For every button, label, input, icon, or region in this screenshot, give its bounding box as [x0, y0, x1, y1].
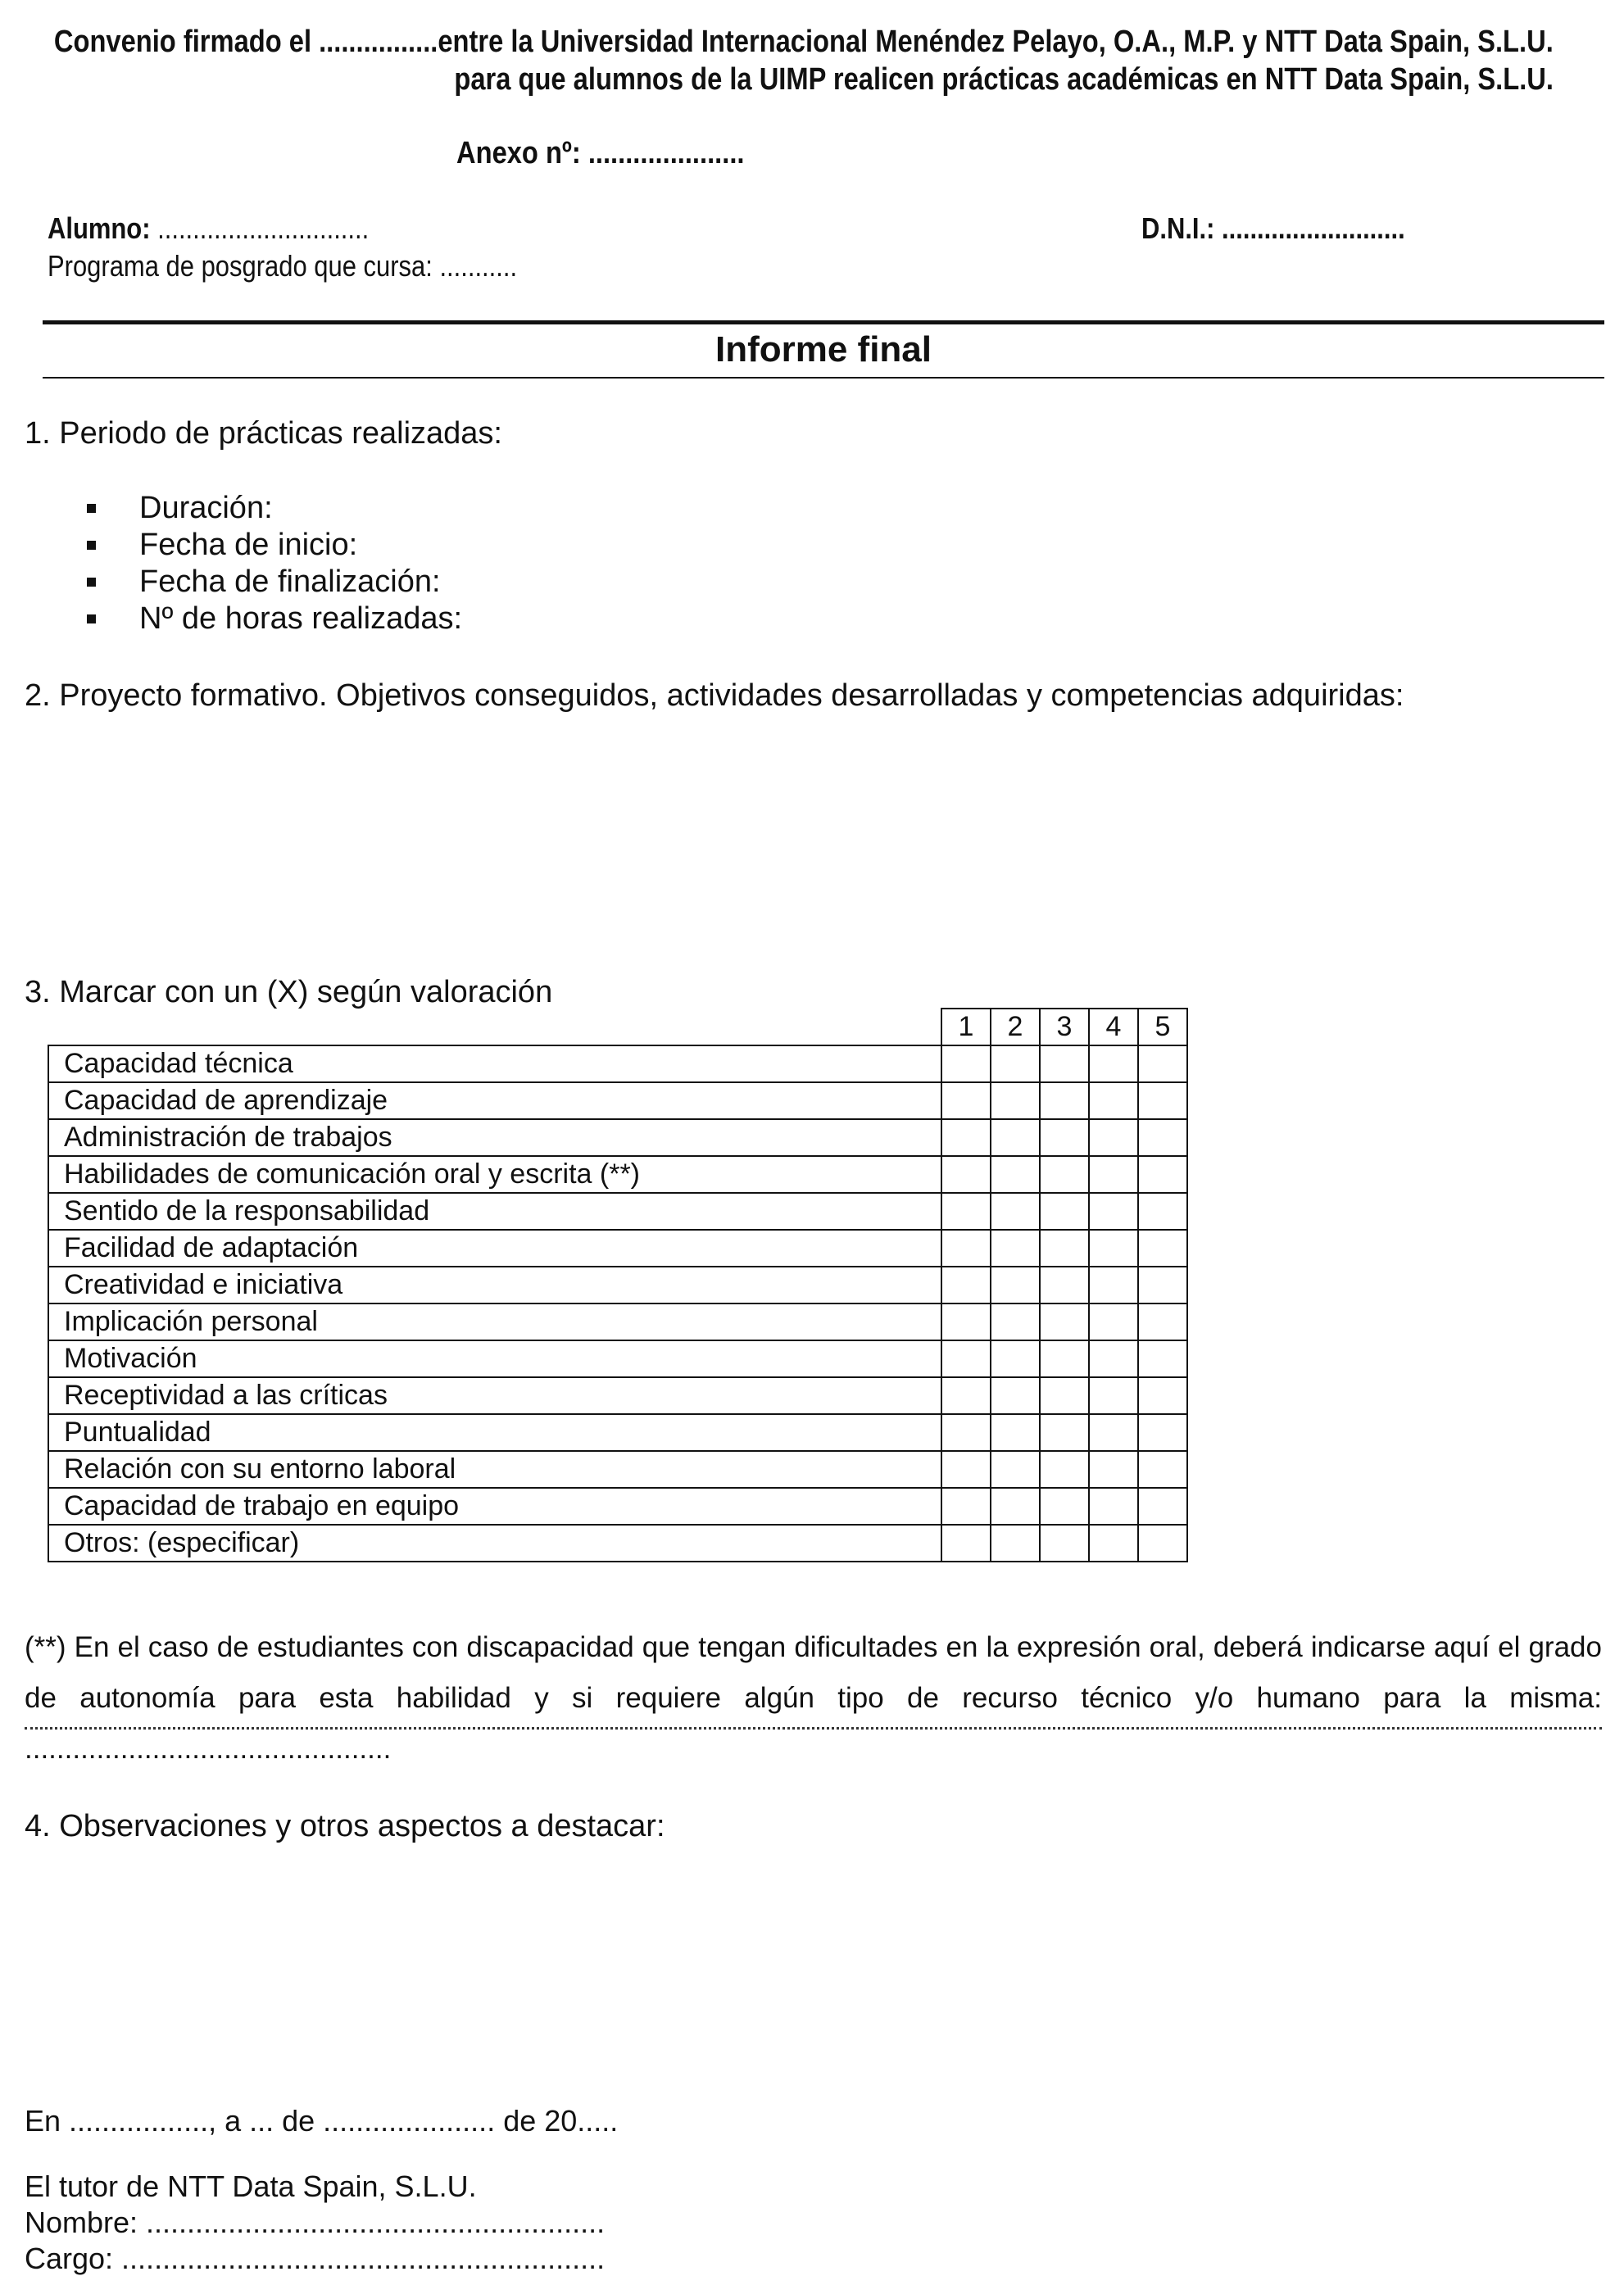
rating-checkbox-3[interactable] [1040, 1451, 1089, 1488]
rating-checkbox-5[interactable] [1138, 1230, 1187, 1267]
rating-checkbox-1[interactable] [941, 1045, 991, 1082]
rating-checkbox-5[interactable] [1138, 1082, 1187, 1119]
rating-checkbox-5[interactable] [1138, 1303, 1187, 1340]
criterion-label: Creatividad e iniciativa [48, 1267, 941, 1303]
tutor-position-field[interactable]: Cargo: ........................................................... [25, 2242, 606, 2275]
rating-checkbox-1[interactable] [941, 1488, 991, 1525]
table-row [48, 1303, 1187, 1340]
rating-checkbox-5[interactable] [1138, 1414, 1187, 1451]
rating-checkbox-1[interactable] [941, 1451, 991, 1488]
rating-checkbox-4[interactable] [1089, 1193, 1138, 1230]
section-2-heading: 2. Proyecto formativo. Objetivos conseguidos, actividades desarrolladas y competencias adquiridas: [25, 678, 1404, 713]
list-item: Nº de horas realizadas: [82, 601, 462, 637]
criterion-label: Capacidad de aprendizaje [48, 1082, 941, 1119]
rating-checkbox-2[interactable] [991, 1303, 1040, 1340]
rating-checkbox-1[interactable] [941, 1414, 991, 1451]
criterion-label: Habilidades de comunicación oral y escrita (**) [48, 1156, 941, 1193]
student-name-row [48, 211, 369, 246]
rating-checkbox-3[interactable] [1040, 1193, 1089, 1230]
internship-period-list [82, 490, 462, 637]
table-row [48, 1414, 1187, 1451]
tutor-label: El tutor de NTT Data Spain, S.L.U. [25, 2169, 477, 2203]
rating-checkbox-1[interactable] [941, 1525, 991, 1562]
rating-checkbox-5[interactable] [1138, 1451, 1187, 1488]
rating-checkbox-2[interactable] [991, 1340, 1040, 1377]
table-row [48, 1377, 1187, 1414]
table-row [48, 1082, 1187, 1119]
criterion-label: Implicación personal [48, 1303, 941, 1340]
rating-checkbox-2[interactable] [991, 1267, 1040, 1303]
rating-checkbox-2[interactable] [991, 1377, 1040, 1414]
rating-checkbox-3[interactable] [1040, 1082, 1089, 1119]
rating-checkbox-4[interactable] [1089, 1303, 1138, 1340]
dni-field[interactable]: D.N.I.: .......................... [1141, 211, 1405, 245]
rating-checkbox-2[interactable] [991, 1045, 1040, 1082]
rating-checkbox-5[interactable] [1138, 1340, 1187, 1377]
disability-note: (**) En el caso de estudiantes con discapacidad que tengan dificultades en la expresión oral, deberá indicarse aquí el grado de autonomía para esta habilidad y si requiere algún tipo de recurso técnico y/o humano para la misma: .............................................. [25, 1631, 1602, 1765]
rating-checkbox-4[interactable] [1089, 1451, 1138, 1488]
annex-number: Anexo nº: ..................... [456, 136, 745, 170]
rating-checkbox-2[interactable] [991, 1414, 1040, 1451]
rating-checkbox-5[interactable] [1138, 1193, 1187, 1230]
criterion-label: Facilidad de adaptación [48, 1230, 941, 1267]
rating-body [48, 1045, 1187, 1562]
rating-checkbox-4[interactable] [1089, 1267, 1138, 1303]
scale-2: 2 [991, 1009, 1040, 1045]
rating-checkbox-3[interactable] [1040, 1525, 1089, 1562]
table-row [48, 1193, 1187, 1230]
rating-checkbox-2[interactable] [991, 1230, 1040, 1267]
blank-header-cell [48, 1009, 941, 1045]
rating-checkbox-5[interactable] [1138, 1267, 1187, 1303]
rating-checkbox-5[interactable] [1138, 1377, 1187, 1414]
rating-checkbox-2[interactable] [991, 1193, 1040, 1230]
scale-3: 3 [1040, 1009, 1089, 1045]
list-item: Fecha de finalización: [82, 564, 462, 601]
agreement-header-line-2: para que alumnos de la UIMP realicen prácticas académicas en NTT Data Spain, S.L.U. [454, 62, 1554, 97]
rating-checkbox-3[interactable] [1040, 1267, 1089, 1303]
table-row [48, 1525, 1187, 1562]
criterion-label: Motivación [48, 1340, 941, 1377]
rating-table [48, 1008, 1188, 1562]
table-row [48, 1156, 1187, 1193]
table-row [48, 1267, 1187, 1303]
rating-checkbox-4[interactable] [1089, 1082, 1138, 1119]
rating-checkbox-1[interactable] [941, 1193, 991, 1230]
rating-checkbox-1[interactable] [941, 1230, 991, 1267]
rating-checkbox-3[interactable] [1040, 1340, 1089, 1377]
rating-checkbox-2[interactable] [991, 1525, 1040, 1562]
section-1-heading: 1. Periodo de prácticas realizadas: [25, 416, 502, 451]
student-name-field[interactable]: .............................. [157, 211, 370, 245]
rating-checkbox-5[interactable] [1138, 1156, 1187, 1193]
rating-checkbox-4[interactable] [1089, 1119, 1138, 1156]
rating-checkbox-5[interactable] [1138, 1488, 1187, 1525]
rating-checkbox-1[interactable] [941, 1156, 991, 1193]
criterion-label: Otros: (especificar) [48, 1525, 941, 1562]
rating-checkbox-3[interactable] [1040, 1488, 1089, 1525]
rating-checkbox-2[interactable] [991, 1156, 1040, 1193]
rating-checkbox-3[interactable] [1040, 1303, 1089, 1340]
rating-checkbox-3[interactable] [1040, 1156, 1089, 1193]
criterion-label: Administración de trabajos [48, 1119, 941, 1156]
list-item: Fecha de inicio: [82, 527, 462, 564]
table-row [48, 1230, 1187, 1267]
scale-5: 5 [1138, 1009, 1187, 1045]
criterion-label: Sentido de la responsabilidad [48, 1193, 941, 1230]
rating-checkbox-4[interactable] [1089, 1156, 1138, 1193]
rating-checkbox-5[interactable] [1138, 1525, 1187, 1562]
note-continuation-line[interactable] [25, 1727, 1602, 1730]
tutor-name-field[interactable]: Nombre: ........................................................ [25, 2206, 606, 2239]
rating-checkbox-4[interactable] [1089, 1414, 1138, 1451]
criterion-label: Receptividad a las críticas [48, 1377, 941, 1414]
rating-checkbox-3[interactable] [1040, 1119, 1089, 1156]
rating-checkbox-2[interactable] [991, 1119, 1040, 1156]
section-3-heading: 3. Marcar con un (X) según valoración [25, 975, 553, 1009]
criterion-label: Capacidad técnica [48, 1045, 941, 1082]
table-row [48, 1340, 1187, 1377]
criterion-label: Relación con su entorno laboral [48, 1451, 941, 1488]
rating-checkbox-1[interactable] [941, 1340, 991, 1377]
rating-checkbox-3[interactable] [1040, 1377, 1089, 1414]
table-row [48, 1451, 1187, 1488]
rating-checkbox-4[interactable] [1089, 1230, 1138, 1267]
rating-checkbox-1[interactable] [941, 1267, 991, 1303]
rating-checkbox-1[interactable] [941, 1082, 991, 1119]
rating-checkbox-3[interactable] [1040, 1414, 1089, 1451]
rating-checkbox-5[interactable] [1138, 1045, 1187, 1082]
postgraduate-program-field[interactable]: Programa de posgrado que cursa: ........... [48, 249, 518, 283]
rating-checkbox-5[interactable] [1138, 1119, 1187, 1156]
rating-checkbox-2[interactable] [991, 1451, 1040, 1488]
rating-scale-row [48, 1009, 1187, 1045]
rating-checkbox-4[interactable] [1089, 1377, 1138, 1414]
table-row [48, 1045, 1187, 1082]
rating-checkbox-1[interactable] [941, 1303, 991, 1340]
rating-checkbox-2[interactable] [991, 1082, 1040, 1119]
title-rule-bottom [43, 377, 1604, 379]
rating-checkbox-3[interactable] [1040, 1045, 1089, 1082]
rating-checkbox-1[interactable] [941, 1377, 991, 1414]
section-4-heading: 4. Observaciones y otros aspectos a destacar: [25, 1809, 665, 1843]
student-label: Alumno: [48, 211, 151, 245]
rating-checkbox-4[interactable] [1089, 1488, 1138, 1525]
page-title: Informe final [714, 329, 932, 370]
criterion-label: Puntualidad [48, 1414, 941, 1451]
list-item: Duración: [82, 490, 462, 527]
agreement-header-line-1: Convenio firmado el ................entre la Universidad Internacional Menéndez Pelayo, O.A., M.P. y NTT Data Spain, S.L.U. [54, 25, 1554, 59]
table-row [48, 1488, 1187, 1525]
criterion-label: Capacidad de trabajo en equipo [48, 1488, 941, 1525]
scale-4: 4 [1089, 1009, 1138, 1045]
rating-checkbox-4[interactable] [1089, 1525, 1138, 1562]
rating-checkbox-4[interactable] [1089, 1045, 1138, 1082]
title-rule-top [43, 320, 1604, 324]
place-date-line[interactable]: En ................., a ... de ..................... de 20..... [25, 2104, 619, 2138]
rating-checkbox-3[interactable] [1040, 1230, 1089, 1267]
scale-1: 1 [941, 1009, 991, 1045]
rating-checkbox-4[interactable] [1089, 1340, 1138, 1377]
rating-checkbox-2[interactable] [991, 1488, 1040, 1525]
rating-checkbox-1[interactable] [941, 1119, 991, 1156]
table-row [48, 1119, 1187, 1156]
